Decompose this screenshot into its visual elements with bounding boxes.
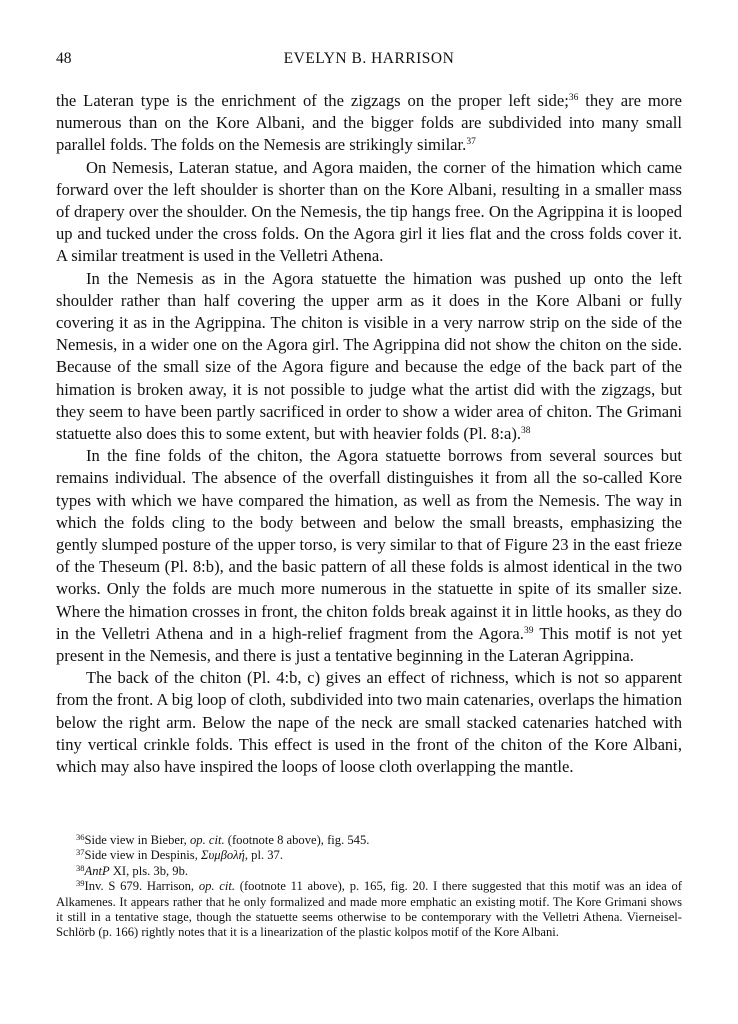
paragraph-5 [56,667,682,778]
footnote-text: Inv. S 679. Harrison, [84,879,199,894]
footnote-ref-38[interactable]: 38 [521,426,531,437]
footnotes [56,833,682,941]
footnote-text: XI, pls. 3b, 9b. [109,863,189,878]
footnote-italic: AntP [84,863,110,878]
footnote-number: 38 [76,862,85,873]
paragraph-2 [56,157,682,268]
footnote-39 [56,879,682,941]
footnote-ref-39[interactable]: 39 [523,625,534,636]
paragraph-3 [56,268,682,446]
footnote-number: 39 [76,878,85,889]
footnote-text: (footnote 11 above), p. 165, fig. 20. I there suggested that this motif was an idea of Alkamenes. It appears rather that he only formalized and made more emphatic an existing motif. The Kore Grimani shows it still in a tentative stage, though the statuette seems otherwise to be contemporary with the Velletri Athena. Vierneisel-Schlörb (p. 166) rightly notes that it is a linearization of the plastic kolpos motif of the Kore Albani. [56,879,682,940]
page-number: 48 [56,50,72,67]
footnote-text: , pl. 37. [244,848,283,863]
paragraph-1 [56,90,682,157]
footnote-38 [56,864,682,879]
running-head: EVELYN B. HARRISON [283,50,455,67]
page-header [56,50,682,76]
footnote-italic: op. cit. [189,833,225,847]
footnote-36 [56,833,682,848]
paragraph-text: In the fine folds of the chiton, the Agora statuette borrows from several sources but remains individual. The absence of the overfall distinguishes it from all the so-called Kore types with which we have compared the himation, as well as from the Nemesis. The way in which the folds cling to the body between and below the small breasts, emphasizing the gently slumped posture of the upper torso, is very similar to that of Figure 23 in the east frieze of the Theseum (Pl. 8:b), and the basic pattern of all these folds is almost identical in the two works. Only the folds are much more numerous in the statuette in spite of its smaller size. Where the himation crosses in front, the chiton folds break against it in little hooks, as they do in the Velletri Athena and in a high-relief fragment from the Agora. [56,446,682,643]
footnote-italic: op. cit. [198,879,236,894]
paragraph-4 [56,445,682,667]
footnote-number: 36 [76,832,85,842]
footnote-ref-37[interactable]: 37 [466,137,476,148]
footnote-number: 37 [76,847,85,858]
footnote-text: Side view in Despinis, [84,848,201,863]
footnote-text: Side view in Bieber, [84,833,190,847]
footnote-text: (footnote 8 above), fig. 545. [224,833,370,847]
paragraph-text: In the Nemesis as in the Agora statuette the himation was pushed up onto the left shoulder rather than half covering the upper arm as it does in the Kore Albani or fully covering it as in the Agrippina. The chiton is visible in a very narrow strip on the side of the Nemesis, in a wider one on the Agora girl. The Agrippina did not show the chiton on the side. Because of the small size of the Agora figure and because the edge of the back part of the himation is broken away, it is not possible to judge what the artist did with the zigzags, but they seem to have been partly sacrificed in order to show a wider area of chiton. The Grimani statuette also does this to some extent, but with heavier folds (Pl. 8:a). [56,268,682,444]
paragraph-text: On Nemesis, Lateran statue, and Agora maiden, the corner of the himation which came forward over the left shoulder is shorter than on the Kore Albani, resulting in a smaller mass of drapery over the shoulder. On the Nemesis, the tip hangs free. On the Agrippina it is looped up and tucked under the cross folds. On the Agora girl it lies flat and the cross folds cover it. A similar treatment is used in the Velletri Athena. [56,157,682,266]
footnote-italic: Συμβολή [201,848,245,863]
footnote-ref-36[interactable]: 36 [568,93,579,103]
footnote-37 [56,848,682,863]
page [56,50,682,778]
paragraph-text: they are more numerous than on the Kore Albani, and the bigger folds are subdivided into many small parallel folds. The folds on the Nemesis are strikingly similar. [56,91,682,155]
body-text [56,90,682,778]
paragraph-text: This motif is not yet present in the Nemesis, and there is just a tentative beginning in the Lateran Agrippina. [56,623,682,666]
paragraph-text: the Lateran type is the enrichment of the zigzags on the proper left side; [56,91,569,110]
paragraph-text: The back of the chiton (Pl. 4:b, c) gives an effect of richness, which is not so apparent from the front. A big loop of cloth, subdivided into two main catenaries, overlaps the himation below the right arm. Below the nape of the neck are small stacked catenaries hatched with tiny vertical crinkle folds. This effect is used in the front of the chiton of the Kore Albani, which may also have inspired the loops of loose cloth overlapping the mantle. [56,668,682,777]
